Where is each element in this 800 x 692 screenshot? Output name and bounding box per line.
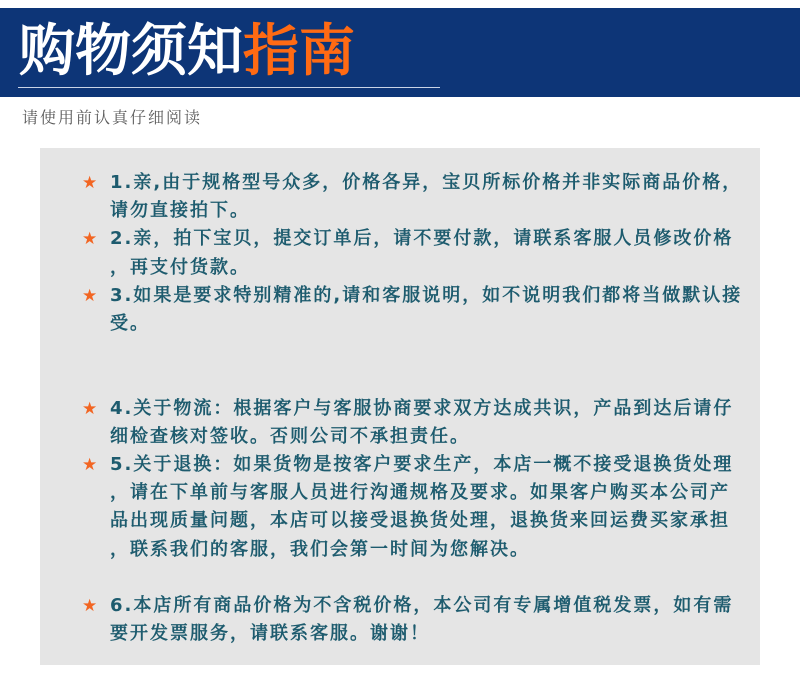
notice-line: ，再支付货款。 xyxy=(110,256,250,278)
star-icon: ★ xyxy=(82,596,98,617)
notice-text xyxy=(110,225,752,281)
notice-item xyxy=(82,395,752,451)
notice-text xyxy=(110,395,752,451)
notice-text xyxy=(110,451,752,564)
notice-line: ，联系我们的客服，我们会第一时间为您解决。 xyxy=(110,538,530,560)
notice-line: 请勿直接拍下。 xyxy=(110,200,250,222)
notice-item xyxy=(82,169,752,225)
notice-line: 5.关于退换：如果货物是按客户要求生产，本店一概不接受退换货处理 xyxy=(110,454,734,476)
notice-line: 3.如果是要求特别精准的,请和客服说明，如不说明我们都将当做默认接 xyxy=(110,284,743,306)
header-banner xyxy=(0,8,800,97)
notice-item xyxy=(82,225,752,281)
notice-line: 2.亲，拍下宝贝，提交订单后，请不要付款，请联系客服人员修改价格 xyxy=(110,228,734,250)
notice-item xyxy=(82,592,752,648)
notice-text xyxy=(110,169,752,225)
star-icon: ★ xyxy=(82,398,98,419)
notice-text xyxy=(110,592,752,648)
notice-line: 品出现质量问题，本店可以接受退换货处理，退换货来回运费买家承担 xyxy=(110,510,730,532)
notice-list xyxy=(82,169,752,648)
title-highlight: 指南 xyxy=(243,19,355,84)
star-icon: ★ xyxy=(82,229,98,250)
notice-item xyxy=(82,451,752,564)
notice-line: 要开发票服务，请联系客服。谢谢！ xyxy=(110,623,430,645)
page-title xyxy=(19,19,355,84)
star-icon: ★ xyxy=(82,285,98,306)
notice-line: 1.亲,由于规格型号众多，价格各异，宝贝所标价格并非实际商品价格， xyxy=(110,172,743,193)
notice-line: 受。 xyxy=(110,313,150,335)
notice-line: 细检查核对签收。否则公司不承担责任。 xyxy=(110,425,470,447)
title-main: 购物须知 xyxy=(19,19,243,84)
title-underline xyxy=(18,87,440,88)
notice-text xyxy=(110,282,752,338)
star-icon: ★ xyxy=(82,173,98,193)
subtitle: 请使用前认真仔细阅读 xyxy=(22,108,203,127)
notice-line: 4.关于物流：根据客户与客服协商要求双方达成共识，产品到达后请仔 xyxy=(110,397,734,419)
notice-line: 6.本店所有商品价格为不含税价格，本公司有专属增值税发票，如有需 xyxy=(110,595,734,617)
notice-line: ，请在下单前与客服人员进行沟通规格及要求。如果客户购买本公司产 xyxy=(110,482,730,504)
notice-panel xyxy=(40,148,760,665)
star-icon: ★ xyxy=(82,455,98,476)
notice-item xyxy=(82,282,752,338)
